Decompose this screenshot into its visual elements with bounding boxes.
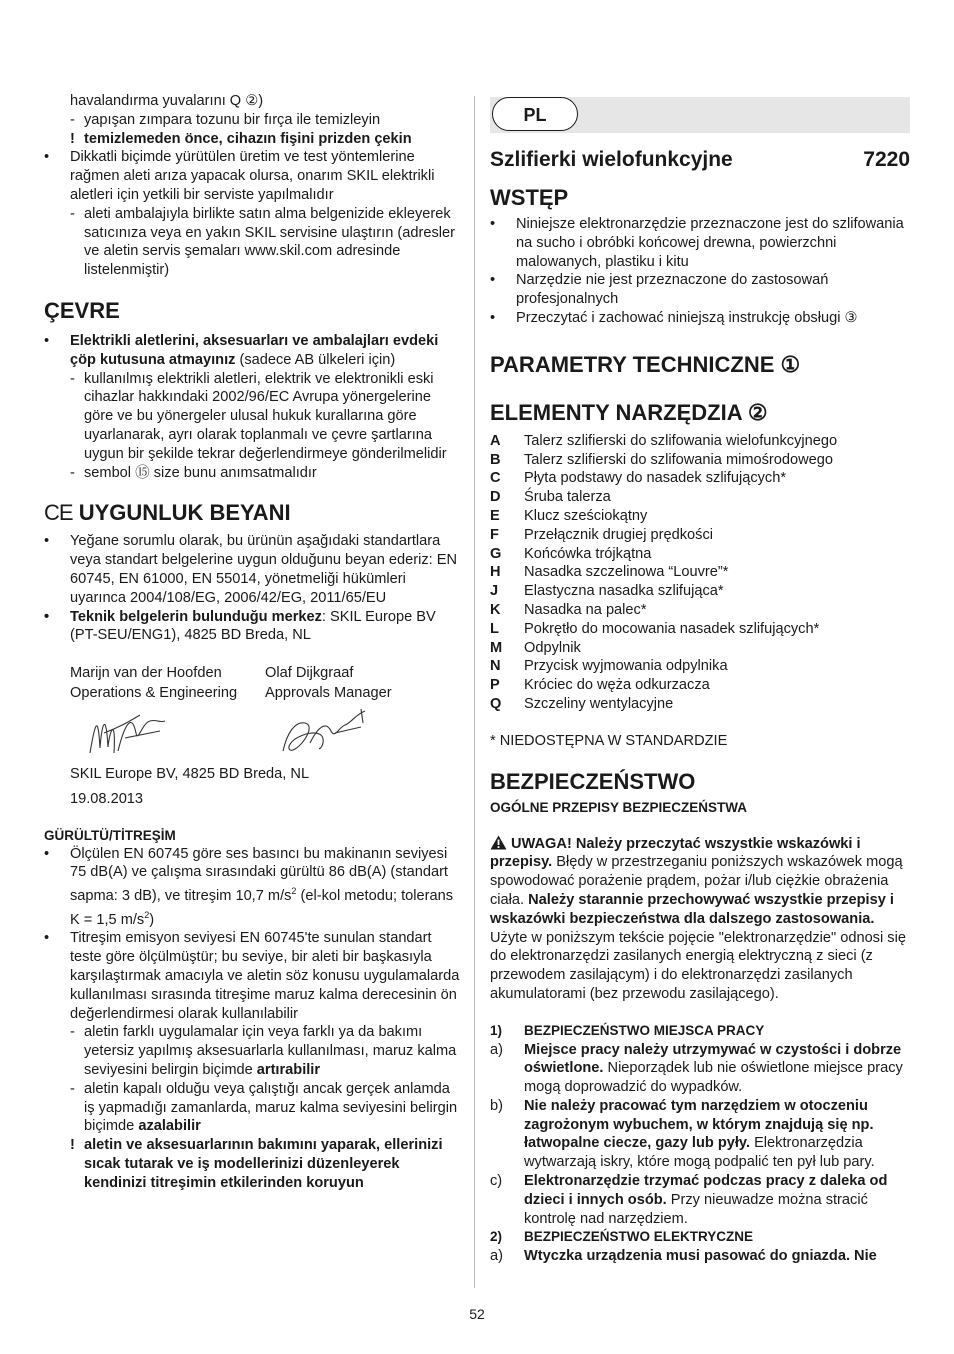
list-item: • Narzędzie nie jest przeznaczone do zastosowań profesjonalnych — [490, 272, 829, 308]
signatory-2: Olaf Dijkgraaf Approvals Manager — [265, 663, 460, 769]
signature-2-image — [265, 703, 375, 763]
product-title — [490, 147, 910, 173]
list-item: A Talerz szlifierski do szlifowania wielofunkcyjnego — [490, 432, 838, 449]
section2-heading: 2) BEZPIECZEŃSTWO ELEKTRYCZNE — [490, 1229, 754, 1245]
list-item: D Śruba talerza — [490, 489, 611, 506]
cevre-dash1: - kullanılmış elektrikli aletleri, elektrik ve elektronikli eski cihazlar hakkındaki 2002/96/EC Avrupa yönergelerine göre ve bu yönergeler ulusal hukuk kurallarına göre uyarlanarak, ayrı olarak toplanmalı ve çevre şartlarına uygun bir şekilde tekrar değerlendirmeye gönderilmelidir — [70, 370, 447, 462]
list-item: B Talerz szlifierski do szlifowania mimośrodowego — [490, 451, 834, 468]
list-item: F Przełącznik drugiej prędkości — [490, 526, 713, 543]
not-standard-note: * NIEDOSTĘPNA W STANDARDZIE — [490, 732, 728, 749]
uygunluk-bullet1: • Yeğane sorumlu olarak, bu ürünün aşağıdaki standartlara veya standart belgelerine uygun olduğunu beyan ederiz: EN 60745, EN 61000, EN 55014, yönetmeliği hükümleri uyarınca 2004/108/EG, 2006/42/EG, 2011/65/EU — [44, 533, 457, 606]
safety-heading: BEZPIECZEŃSTWO — [490, 768, 696, 794]
wstep-heading: WSTĘP — [490, 185, 569, 210]
language-badge: PL — [492, 97, 578, 131]
section1-heading: 1) BEZPIECZEŃSTWO MIEJSCA PRACY — [490, 1022, 765, 1038]
right-column — [490, 92, 910, 1266]
list-item: J Elastyczna nasadka szlifująca* — [490, 583, 724, 600]
signatories — [44, 663, 460, 769]
noise-dash1: - aletin farklı uygulamalar için veya farklı ya da bakımı yetersiz yapılmış aksesuarlarla kullanılması, maruz kalma seviyesini belirgin biçimde artırabilir — [70, 1024, 457, 1078]
list-item: C Płyta podstawy do nasadek szlifujących* — [490, 470, 787, 487]
list-item: • Przeczytać i zachować niniejszą instrukcję obsługi ③ — [490, 309, 858, 326]
column-divider — [474, 96, 475, 1288]
uygunluk-bullet2: • Teknik belgelerin bulunduğu merkez: SKIL Europe BV (PT-SEU/ENG1), 4825 BD Breda, NL — [44, 608, 436, 644]
list-item: Q Szczeliny wentylacyjne — [490, 695, 674, 712]
list-item: H Nasadka szczelinowa “Louvre”* — [490, 564, 729, 581]
list-item: L Pokrętło do mocowania nasadek szlifujących* — [490, 620, 820, 637]
section1-item-a: a) Miejsce pracy należy utrzymywać w czystości i dobrze oświetlone. Nieporządek lub nie oświetlone miejsce pracy mogą doprowadzić do wypadków. — [490, 1041, 903, 1096]
page-number: 52 — [469, 1306, 485, 1322]
company-address: SKIL Europe BV, 4825 BD Breda, NL — [70, 765, 310, 782]
cont-line: havalandırma yuvalarını Q ②) — [70, 93, 264, 109]
signatory-1: Marijn van der Hoofden Operations & Engineering — [70, 663, 265, 769]
list-item: N Przycisk wyjmowania odpylnika — [490, 658, 728, 675]
elements-heading: ELEMENTY NARZĘDZIA ② — [490, 399, 768, 425]
elements-list — [490, 432, 910, 714]
product-code: 7220 — [863, 148, 910, 171]
wstep-list — [490, 215, 910, 328]
signature-1-image — [70, 703, 180, 763]
list-item: G Końcówka trójkątna — [490, 545, 652, 562]
declaration-date: 19.08.2013 — [70, 790, 144, 807]
service-bullet: • Dikkatli biçimde yürütülen üretim ve test yöntemlerine rağmen aleti arıza yapacak olursa, onarım SKIL elektrikli aletleri için yetkili bir serviste yapılmalıdır — [44, 149, 435, 203]
list-item: M Odpylnik — [490, 639, 581, 656]
list-item: P Króciec do węża odkurzacza — [490, 677, 710, 694]
noise-bullet1: • Ölçülen EN 60745 göre ses basıncı bu makinanın seviyesi 75 dB(A) ve çalışma sırasındaki gürültü 86 dB(A) (standart sapma: 3 dB), ve titreşim 10,7 $m/s^2$ (el-kol metodu; tolerans K = 1,5 $m/s^2$) — [44, 845, 453, 928]
ce-mark: CE — [44, 500, 73, 526]
noise-heading: GÜRÜLTÜ/TİTREŞİM — [44, 827, 176, 843]
cont-warn-item: ! temizlemeden önce, cihazın fişini prizden çekin — [70, 130, 412, 147]
list-item: E Klucz sześciokątny — [490, 507, 648, 524]
section1-item-b: b) Nie należy pracować tym narzędziem w otoczeniu zagrożonym wybuchem, w którym znajdują się np. łatwopalne ciecze, gazy lub pyły. Elektronarzędzia wytwarzają iskry, które mogą podpalić ten pył lub pary. — [490, 1097, 875, 1171]
cevre-bullet: • Elektrikli aletlerini, aksesuarları ve ambalajları evdeki çöp kutusuna atmayınız (sadece AB ülkeleri için) — [44, 332, 439, 368]
language-bar — [490, 97, 910, 133]
section1-item-c: c) Elektronarzędzie trzymać podczas pracy z daleka od dzieci i innych osób. Przy nieuwadze można stracić kontrolę nad narzędziem. — [490, 1173, 888, 1227]
left-column — [44, 92, 460, 1193]
list-item: • Niniejsze elektronarzędzie przeznaczone jest do szlifowania na sucho i obróbki końcowej drewna, powierzchni malowanych, plastiku i kitu — [490, 216, 904, 270]
noise-warn: ! aletin ve aksesuarlarının bakımını yaparak, ellerinizi sıcak tutarak ve iş modellerinizi düzenleyerek kendinizi titreşimin etkilerinden koruyun — [70, 1137, 443, 1191]
service-dash: - aleti ambalajıyla birlikte satın alma belgenizide ekleyerek satıcınıza veya en yakın SKIL servisine ulaştırın (adresler ve aletin servis şemaları www.skil.com adresinde listelenmiştir) — [70, 205, 455, 279]
noise-bullet2: • Titreşim emisyon seviyesi EN 60745'te sunulan standart teste göre ölçülmüştür; bu seviye, bir aleti bir başkasıyla karşılaştırmak amacıyla ve aletin söz konusu uygulamalarda kullanılması sırasında titreşime maruz kalma derecesinin ön değerlendirmesi olarak kullanılabilir — [44, 930, 460, 1022]
uygunluk-heading: CE UYGUNLUK BEYANI — [44, 500, 291, 526]
params-heading: PARAMETRY TECHNICZNE ① — [490, 351, 801, 377]
noise-dash2: - aletin kapalı olduğu veya çalıştığı ancak gerçek anlamda iş yapmadığı zamanlarda, maruz kalma seviyesini belirgin biçimde azalabilir — [70, 1080, 458, 1135]
list-item: K Nasadka na palec* — [490, 601, 647, 618]
warning-paragraph: UWAGA! Należy przeczytać wszystkie wskazówki i przepisy. Błędy w przestrzeganiu poniższych wskazówek mogą spowodować porażenie prądem, pożar i/lub ciężkie obrażenia ciała. Należy starannie przechowywać wszystkie przepisy i wskazówki bezpieczeństwa dla dalszego zastosowania. Użyte w poniższym tekście pojęcie "elektronarzędzie" odnosi się do elektronarzędzi zasilanych energią elektryczną z sieci (z przewodem zasilającym) i do elektronarzędzi zasilanych akumulatorami (bez przewodu zasilającego). — [490, 835, 906, 1002]
cevre-dash2: - sembol ⑮ size bunu anımsatmalıdır — [70, 464, 317, 481]
cont-dash-item: - yapışan zımpara tozunu bir fırça ile temizleyin — [70, 111, 381, 128]
product-name: Szlifierki wielofunkcyjne — [490, 148, 733, 171]
warning-triangle-icon — [490, 835, 507, 850]
general-rules-heading: OGÓLNE PRZEPISY BEZPIECZEŃSTWA — [490, 799, 748, 815]
section2-item-a: a) Wtyczka urządzenia musi pasować do gniazda. Nie — [490, 1248, 877, 1265]
cevre-heading: ÇEVRE — [44, 297, 120, 323]
